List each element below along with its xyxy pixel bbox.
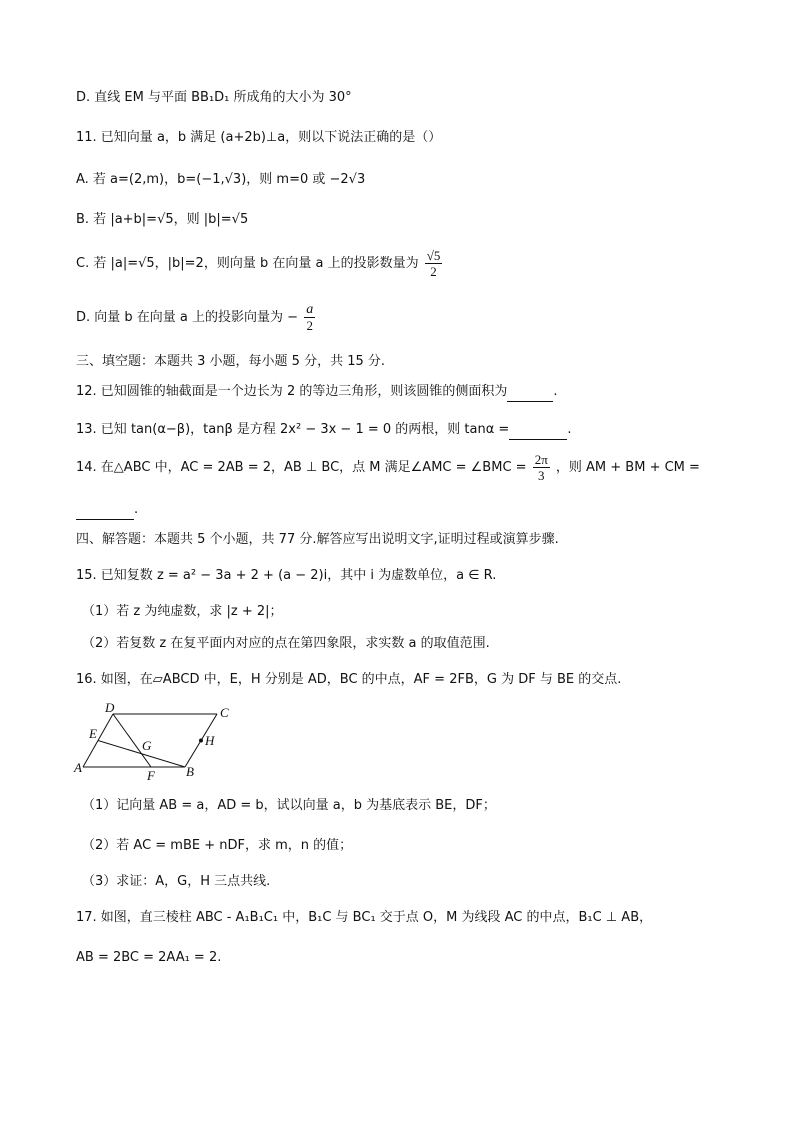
question-11-option-d — [76, 302, 734, 333]
fraction-denominator: 2 — [430, 264, 437, 279]
fraction-numerator: 2π — [534, 452, 548, 467]
answer-blank — [76, 505, 134, 520]
question-13-text: 13. 已知 tan(α−β)，tanβ 是方程 2x² − 3x − 1 = 0 的两根，则 tanα = — [76, 422, 510, 437]
question-11-option-d-text: D. 向量 b 在向量 a 上的投影向量为 − — [76, 310, 299, 325]
question-17: 17. 如图，直三棱柱 ABC - A₁B₁C₁ 中，B₁C 与 BC₁ 交于点 O，M 为线段 AC 的中点，B₁C ⊥ AB， — [76, 910, 653, 925]
answer-blank — [507, 387, 553, 402]
question-13: 13. 已知 tan(α−β)，tanβ 是方程 2x² − 3x − 1 = 0 的两根，则 tanα = . — [76, 420, 734, 440]
question-11-stem: 11. 已知向量 a，b 满足 (a+2b)⊥a，则以下说法正确的是（） — [76, 130, 442, 145]
answer-blank — [509, 425, 567, 440]
question-12-text: 12. 已知圆锥的轴截面是一个边长为 2 的等边三角形，则该圆锥的侧面积为 — [76, 384, 508, 399]
question-14-answer-line: . — [76, 500, 734, 520]
fraction-denominator: 3 — [537, 468, 545, 483]
question-14-tail: ，则 AM + BM + CM = — [555, 460, 700, 475]
label-c: C — [220, 705, 229, 720]
fraction-2pi-over-3 — [533, 452, 550, 483]
question-11-option-b: B. 若 |a+b|=√5，则 |b|=√5 — [76, 212, 249, 227]
question-15-part-2: （2）若复数 z 在复平面内对应的点在第四象限，求实数 a 的取值范围. — [82, 636, 490, 651]
question-15: 15. 已知复数 z = a² − 3a + 2 + (a − 2)i，其中 i 为虚数单位，a ∈ R. — [76, 568, 497, 583]
point-h-dot — [199, 739, 203, 743]
parallelogram-diagram — [72, 700, 242, 782]
question-16-part-3: （3）求证：A，G，H 三点共线. — [82, 874, 271, 889]
section-3-heading: 三、填空题：本题共 3 小题，每小题 5 分，共 15 分. — [76, 354, 386, 369]
fraction-denominator: 2 — [306, 318, 313, 333]
section-4-heading: 四、解答题：本题共 5 个小题，共 77 分.解答应写出说明文字,证明过程或演算步骤. — [76, 532, 559, 547]
question-16: 16. 如图，在▱ABCD 中，E，H 分别是 AD，BC 的中点，AF = 2FB，G 为 DF 与 BE 的交点. — [76, 672, 622, 687]
label-f: F — [147, 768, 155, 782]
label-g: G — [142, 738, 152, 753]
question-11-option-c-text: C. 若 |a|=√5，|b|=2，则向量 b 在向量 a 上的投影数量为 — [76, 256, 419, 271]
fraction-numerator: a — [306, 302, 314, 317]
question-14 — [76, 452, 734, 483]
question-15-part-1: （1）若 z 为纯虚数，求 |z + 2|； — [82, 604, 283, 619]
label-a: A — [74, 760, 82, 775]
question-12: 12. 已知圆锥的轴截面是一个边长为 2 的等边三角形，则该圆锥的侧面积为 . — [76, 382, 734, 402]
question-16-part-1: （1）记向量 AB = a，AD = b，试以向量 a，b 为基底表示 BE，DF； — [82, 798, 496, 813]
question-10-option-d: D. 直线 EM 与平面 BB₁D₁ 所成角的大小为 30° — [76, 90, 352, 105]
label-d: D — [105, 700, 115, 715]
question-11-option-c — [76, 248, 734, 279]
fraction-a-over-2 — [304, 302, 315, 333]
question-16-part-2: （2）若 AC = mBE + nDF，求 m，n 的值； — [82, 838, 353, 853]
question-11-option-a: A. 若 a=(2,m)，b=(−1,√3)，则 m=0 或 −2√3 — [76, 172, 366, 187]
question-14-text: 14. 在△ABC 中，AC = 2AB = 2，AB ⊥ BC，点 M 满足∠AMC = ∠BMC = — [76, 460, 527, 475]
label-h: H — [205, 733, 215, 748]
fraction-numerator: √5 — [426, 248, 441, 263]
label-b: B — [186, 764, 194, 779]
label-e: E — [89, 726, 97, 741]
fraction-sqrt5-over-2 — [425, 248, 443, 279]
question-17-continued: AB = 2BC = 2AA₁ = 2. — [76, 950, 222, 965]
parallelogram-figure — [72, 700, 242, 782]
